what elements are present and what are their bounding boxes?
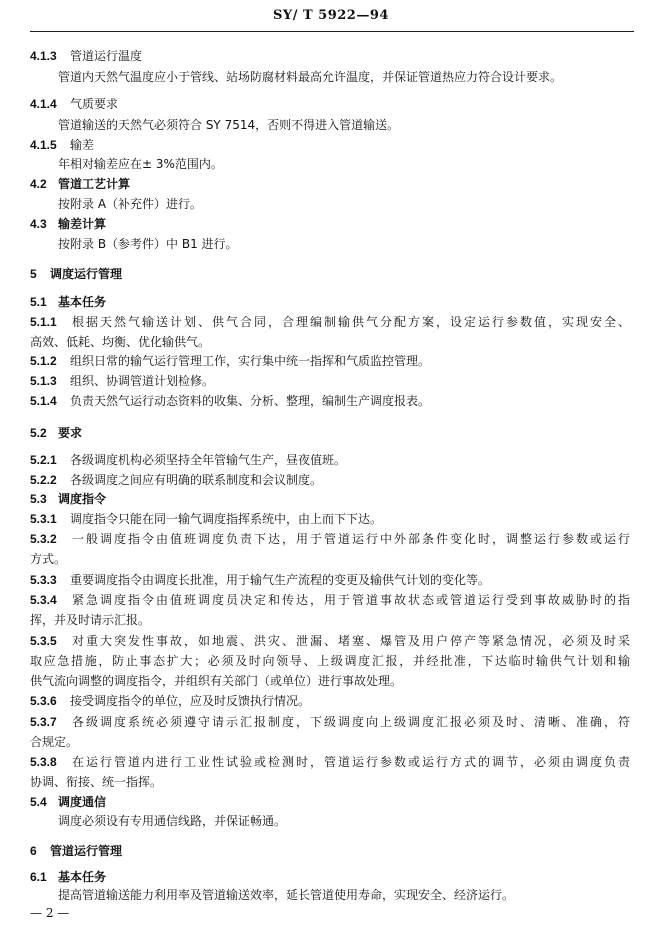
page-number: — 2 — [30,906,70,920]
section-number: 4.2 [30,177,47,191]
section-title: 输差 [70,138,95,152]
section-number: 5.3.4 [30,593,57,607]
section-number: 5.3.5 [30,634,57,648]
section-5-3-2-line-2: 方式。 [30,552,67,566]
section-number: 4.3 [30,217,47,231]
section-5-1-heading [30,294,630,310]
section-title: 管道运行温度 [70,49,143,63]
section-number: 4.1.5 [30,138,57,152]
section-4-1-3-body: 管道内天然气温度应小于管线、站场防腐材料最高允许温度，并保证管道热应力符合设计要求。 [58,70,563,84]
section-5-1-4: 5.1.4 负责天然气运行动态资料的收集、分析、整理，编制生产调度报表。 [30,394,431,408]
section-number: 4.1.4 [30,97,57,111]
section-number: 5.2.1 [30,453,57,467]
section-number: 5.4 [30,795,47,809]
section-5-3-6: 5.3.6 接受调度指令的单位，应及时反馈执行情况。 [30,694,311,708]
chapter-title: 调度运行管理 [50,267,123,281]
section-title: 气质要求 [70,97,119,111]
section-4-3-body: 按附录 B（参考件）中 B1 进行。 [58,237,238,251]
section-title: 调度指令 [58,492,107,506]
section-6-1-heading [30,869,630,885]
section-5-3-5-line-1: 5.3.5 对重大突发性事故，如地震、洪灾、泄漏、堵塞、爆管及用户停产等紧急情况，必须及时采 [30,634,630,648]
section-number: 5.2 [30,426,47,440]
section-number: 5.3 [30,492,47,506]
section-5-3-7-line-1: 5.3.7 各级调度系统必须遵守请示汇报制度，下级调度向上级调度汇报必须及时、清晰、准确，符 [30,715,630,729]
section-4-2-heading [30,176,630,192]
section-5-3-3: 5.3.3 重要调度指令由调度长批准，用于输气生产流程的变更及输供气计划的变化等。 [30,573,491,587]
section-number: 5.3.6 [30,694,57,708]
section-number: 5.1.2 [30,354,57,368]
section-5-1-1-line-2: 高效、低耗、均衡、优化输供气。 [30,335,211,349]
section-number: 5.1 [30,295,47,309]
section-5-2-2: 5.2.2 各级调度之间应有明确的联系制度和会议制度。 [30,473,323,487]
section-title: 管道工艺计算 [58,177,131,191]
section-5-3-4-line-2: 挥，并及时请示汇报。 [30,613,151,627]
section-5-3-heading [30,491,630,507]
section-5-3-1: 5.3.1 调度指令只能在同一输气调度指挥系统中，由上而下下达。 [30,512,383,526]
section-4-3-heading [30,216,630,232]
section-5-1-2: 5.1.2 组织日常的输气运行管理工作，实行集中统一指挥和气质监控管理。 [30,354,431,368]
section-4-2-body: 按附录 A（补充件）进行。 [58,197,203,211]
section-6-1-body: 提高管道输送能力利用率及管道输送效率，延长管道使用寿命，实现安全、经济运行。 [58,888,515,902]
section-number: 6.1 [30,870,47,884]
section-5-2-1: 5.2.1 各级调度机构必须坚持全年管输气生产，昼夜值班。 [30,453,347,467]
section-5-2-heading [30,425,630,441]
section-number: 5.2.2 [30,473,57,487]
section-4-1-4-body: 管道输送的天然气必须符合 SY 7514，否则不得进入管道输送。 [58,118,400,132]
section-title: 输差计算 [58,217,107,231]
section-4-1-5-body: 年相对输差应在± 3%范围内。 [58,157,223,171]
section-number: 5.1.3 [30,374,57,388]
chapter-5-heading [30,266,630,282]
section-title: 基本任务 [58,295,107,309]
section-5-1-1-line-1: 5.1.1 根据天然气输送计划、供气合同，合理编制输供气分配方案，设定运行参数值，实现安全、 [30,315,630,329]
section-5-4-heading [30,794,630,810]
section-5-1-3: 5.1.3 组织、协调管道计划检修。 [30,374,215,388]
section-number: 5.3.8 [30,755,57,769]
chapter-number: 6 [30,844,37,858]
standard-code-header: SY/ T 5922—94 [273,8,389,23]
section-number: 5.3.2 [30,532,57,546]
section-4-1-5-heading [30,137,630,153]
section-5-3-7-line-2: 合规定。 [30,735,79,749]
section-title: 要求 [58,426,83,440]
section-5-3-8-line-2: 协调、衔接、统一指挥。 [30,775,163,789]
section-5-3-2-line-1: 5.3.2 一般调度指令由值班调度负责下达，用于管道运行中外部条件变化时，调整运行参数或运行 [30,532,630,546]
section-5-3-8-line-1: 5.3.8 在运行管道内进行工业性试验或检测时，管道运行参数或运行方式的调节，必须由调度负责 [30,755,630,769]
section-number: 5.3.3 [30,573,57,587]
chapter-number: 5 [30,267,37,281]
section-number: 5.1.4 [30,394,57,408]
section-5-3-5-line-3: 供气流向调整的调度指令，并组织有关部门（或单位）进行事故处理。 [30,674,403,688]
section-4-1-4-heading [30,96,630,112]
section-title: 基本任务 [58,870,107,884]
section-number: 4.1.3 [30,49,57,63]
section-number: 5.1.1 [30,315,57,329]
chapter-title: 管道运行管理 [50,844,123,858]
section-number: 5.3.1 [30,512,57,526]
section-4-1-3-heading [30,48,630,64]
chapter-6-heading [30,843,630,859]
section-5-3-4-line-1: 5.3.4 紧急调度指令由值班调度员决定和传达，用于管道事故状态或管道运行受到事故威胁时的指 [30,593,630,607]
section-title: 调度通信 [58,795,107,809]
header-rule [30,31,634,32]
section-number: 5.3.7 [30,715,57,729]
section-5-3-5-line-2: 取应急措施，防止事态扩大；必须及时向领导、上级调度汇报，并经批准，下达临时输供气计划和输 [30,654,630,668]
section-5-4-body: 调度必须设有专用通信线路，并保证畅通。 [58,814,287,828]
